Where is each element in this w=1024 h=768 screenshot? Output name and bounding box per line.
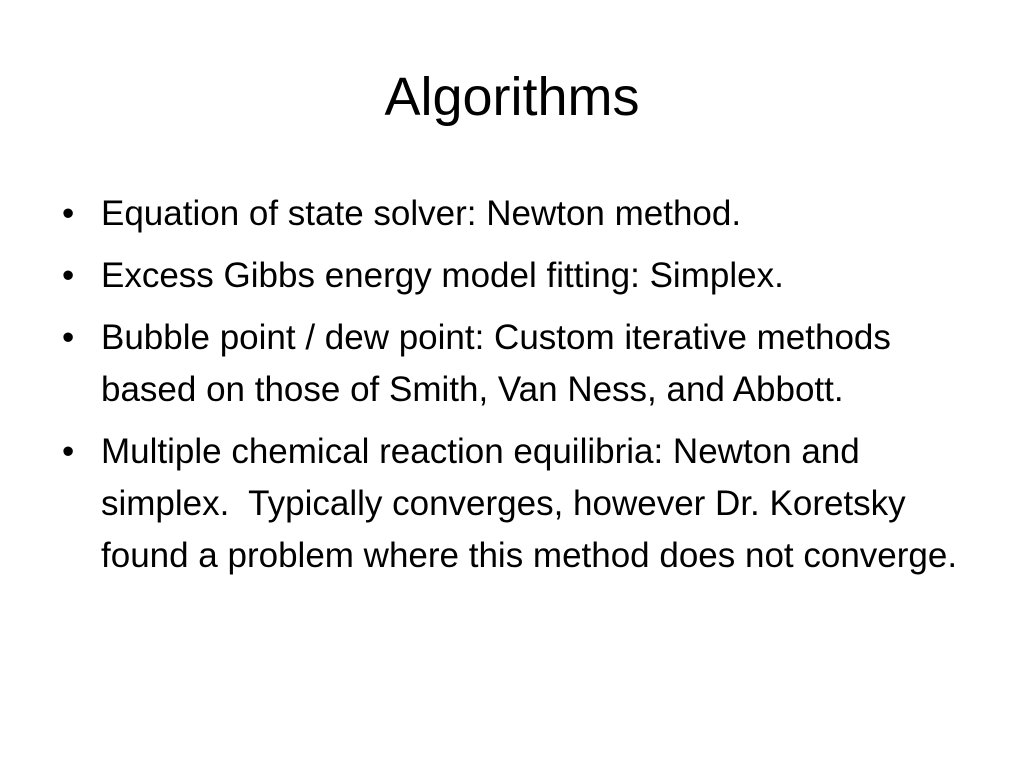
bullet-text: Equation of state solver: Newton method. xyxy=(101,194,742,233)
bullet-marker: • xyxy=(62,432,75,471)
slide-title: Algorithms xyxy=(384,67,640,127)
bullet-item xyxy=(56,312,976,416)
bullet-text: Bubble point / dew point: Custom iterative methods based on those of Smith, Van Ness, and Abbott. xyxy=(101,318,901,409)
bullet-marker: • xyxy=(62,256,75,295)
bullet-item xyxy=(56,188,976,240)
bullet-list xyxy=(56,188,976,592)
bullet-marker: • xyxy=(62,318,75,357)
bullet-text: Excess Gibbs energy model fitting: Simplex. xyxy=(101,256,784,295)
bullet-marker: • xyxy=(62,194,75,233)
bullet-item xyxy=(56,250,976,302)
bullet-item xyxy=(56,426,976,582)
bullet-text: Multiple chemical reaction equilibria: Newton and simplex. Typically converges, however Dr. Koretsky found a problem where this method does not converge. xyxy=(101,432,958,575)
